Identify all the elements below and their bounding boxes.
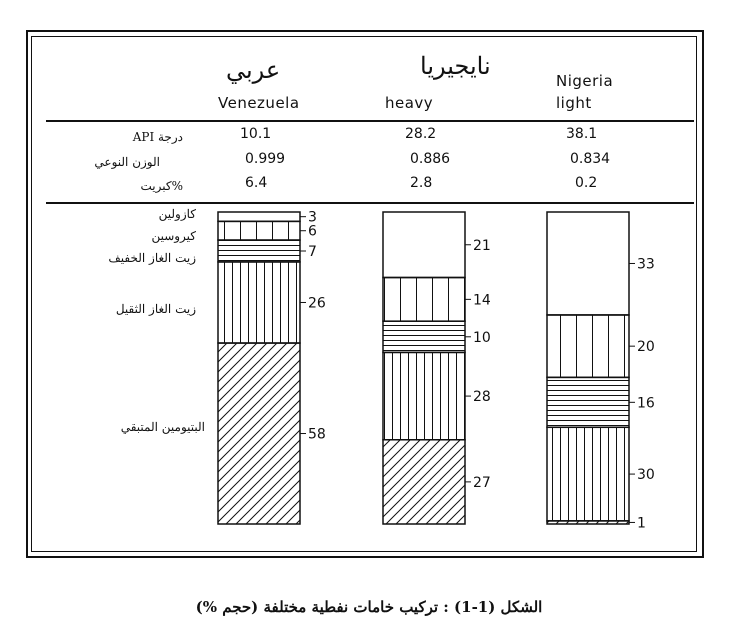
value-label-2-3: 30	[637, 467, 655, 484]
bar-segment-1-2	[383, 321, 465, 352]
api-nigeria-light: 38.1	[566, 126, 598, 142]
header-venezuela-english: Venezuela	[218, 94, 300, 112]
bar-segment-1-4	[383, 440, 465, 524]
row-label-api: درجة API	[132, 130, 183, 144]
bar-segment-2-4	[547, 521, 629, 524]
value-label-1-1: 14	[473, 292, 491, 309]
bar-segment-2-3	[547, 427, 629, 521]
bar-segment-2-1	[547, 315, 629, 377]
value-label-1-3: 28	[473, 389, 491, 406]
bar-segment-0-2	[218, 240, 300, 262]
bar-segment-0-3	[218, 262, 300, 343]
sulfur-nigeria-heavy: 2.8	[410, 175, 433, 191]
bar-segment-1-1	[383, 278, 465, 322]
sg-venezuela: 0.999	[245, 151, 286, 167]
header-venezuela-arabic: عربي	[226, 56, 281, 84]
sg-nigeria-light: 0.834	[570, 151, 611, 167]
bar-segment-2-2	[547, 377, 629, 427]
sulfur-nigeria-light: 0.2	[575, 175, 598, 191]
header-nigeria-light-english: Nigeria light	[556, 72, 614, 112]
value-label-0-1: 6	[308, 223, 317, 240]
figure-caption: الشكل (1-1) : تركيب خامات نفطية مختلفة (حجم %)	[195, 598, 543, 616]
component-label-heavy-gas-oil: زيت الغاز الثقيل	[115, 302, 196, 316]
header-nigeria-arabic: نايجيريا	[420, 52, 491, 80]
value-label-1-0: 21	[473, 237, 491, 254]
value-label-2-4: 1	[637, 515, 646, 532]
bar-segment-0-0	[218, 212, 300, 221]
value-label-2-0: 33	[637, 256, 655, 273]
component-label-gasoline: كازولين	[158, 207, 196, 221]
row-label-sulfur: %كبريت	[140, 179, 183, 193]
api-nigeria-heavy: 28.2	[405, 126, 437, 142]
value-label-0-4: 58	[308, 426, 326, 443]
row-label-specific-gravity: الوزن النوعي	[94, 155, 160, 169]
value-label-0-0: 3	[308, 209, 317, 226]
value-label-1-4: 27	[473, 474, 491, 491]
bar-segment-2-0	[547, 212, 629, 315]
sg-nigeria-heavy: 0.886	[410, 151, 451, 167]
bar-segment-1-3	[383, 352, 465, 439]
component-label-residual-bitumen: البتيومين المتبقي	[120, 420, 205, 434]
header-nigeria-heavy-english: heavy	[385, 94, 434, 112]
value-label-0-2: 7	[308, 244, 317, 260]
bar-segment-1-0	[383, 212, 465, 278]
bar-segment-0-1	[218, 221, 300, 240]
value-label-1-2: 10	[473, 329, 491, 346]
api-venezuela: 10.1	[240, 126, 272, 142]
value-label-2-2: 16	[637, 395, 655, 412]
component-label-light-gas-oil: زيت الغاز الخفيف	[108, 251, 196, 265]
bar-segment-0-4	[218, 343, 300, 524]
component-label-kerosene: كيروسين	[151, 229, 196, 243]
value-label-0-3: 26	[308, 295, 326, 312]
sulfur-venezuela: 6.4	[245, 175, 268, 191]
value-label-2-1: 20	[637, 339, 655, 356]
